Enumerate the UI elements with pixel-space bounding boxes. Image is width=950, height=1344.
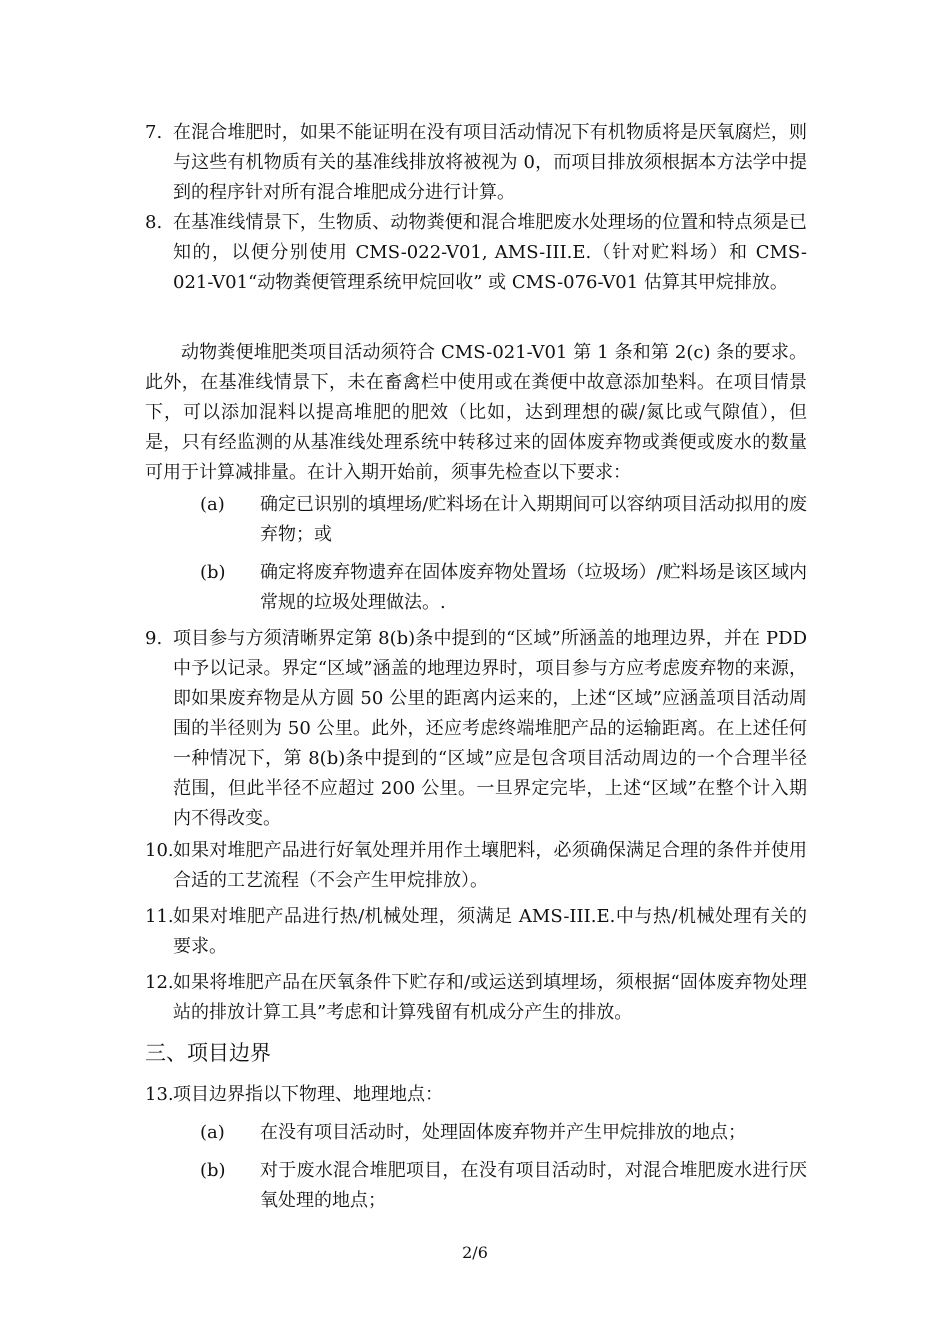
- boundary-sub-item-b: [200, 1156, 807, 1216]
- sub-item-a: [200, 490, 807, 550]
- item-text: 项目参与方须清晰界定第 8(b)条中提到的“区域”所涵盖的地理边界，并在 PDD 中予以记录。界定“区域”涵盖的地理边界时，项目参与方应考虑废弃物的来源，即如果废弃物是从方圆 50 公里的距离内运来的，上述“区域”应涵盖项目活动周围的半径则为 50 公里。此外，还应考虑终端堆肥产品的运输距离。在上述任何一种情况下，第 8(b)条中提到的“区域”应是包含项目活动周边的一个合理半径范围，但此半径不应超过 200 公里。一旦界定完毕，上述“区域”在整个计入期内不得改变。: [173, 628, 807, 829]
- list-item-7: [145, 118, 807, 208]
- list-item-8: [145, 208, 807, 298]
- item-text: 如果对堆肥产品进行好氧处理并用作土壤肥料，必须确保满足合理的条件并使用合适的工艺流程（不会产生甲烷排放）。: [173, 840, 807, 891]
- item-text: 项目边界指以下物理、地理地点：: [173, 1084, 443, 1105]
- list-item-13: [145, 1080, 807, 1110]
- item-text: 在基准线情景下，生物质、动物粪便和混合堆肥废水处理场的位置和特点须是已知的，以便分别使用 CMS-022-V01, AMS-III.E.（针对贮料场）和 CMS-021-V01“动物粪便管理系统甲烷回收” 或 CMS-076-V01 估算其甲烷排放。: [173, 212, 807, 293]
- item-number: 7.: [145, 122, 163, 143]
- sub-item-text: 对于废水混合堆肥项目，在没有项目活动时，对混合堆肥废水进行厌氧处理的地点；: [260, 1160, 807, 1211]
- list-item-10: [145, 836, 807, 896]
- page-number: 2/6: [462, 1243, 488, 1262]
- sub-item-label: (b): [200, 1160, 226, 1181]
- item-text: 如果对堆肥产品进行热/机械处理，须满足 AMS-III.E.中与热/机械处理有关的要求。: [173, 906, 807, 957]
- sub-item-label: (a): [200, 494, 225, 515]
- boundary-sub-item-a: [200, 1118, 807, 1148]
- item-number: 11.: [145, 906, 174, 927]
- sub-item-text: 在没有项目活动时，处理固体废弃物并产生甲烷排放的地点；: [260, 1122, 746, 1143]
- list-item-12: [145, 968, 807, 1028]
- section-heading: 三、项目边界: [145, 1041, 271, 1065]
- sub-item-label: (b): [200, 562, 226, 583]
- sub-item-b: [200, 558, 807, 618]
- list-item-11: [145, 902, 807, 962]
- item-text: 如果将堆肥产品在厌氧条件下贮存和/或运送到填埋场，须根据“固体废弃物处理站的排放计算工具”考虑和计算残留有机成分产生的排放。: [173, 972, 807, 1023]
- item-number: 10.: [145, 840, 174, 861]
- item-number: 8.: [145, 212, 163, 233]
- list-item-9: [145, 624, 807, 834]
- sub-item-text: 确定已识别的填埋场/贮料场在计入期期间可以容纳项目活动拟用的废弃物；或: [260, 494, 807, 545]
- item-number: 13.: [145, 1084, 174, 1105]
- sub-item-label: (a): [200, 1122, 225, 1143]
- sub-item-text: 确定将废弃物遗弃在固体废弃物处置场（垃圾场）/贮料场是该区域内常规的垃圾处理做法。.: [260, 562, 807, 613]
- item-text: 在混合堆肥时，如果不能证明在没有项目活动情况下有机物质将是厌氧腐烂，则与这些有机物质有关的基准线排放将被视为 0，而项目排放须根据本方法学中提到的程序针对所有混合堆肥成分进行计算。: [173, 122, 807, 203]
- body-paragraph: 动物粪便堆肥类项目活动须符合 CMS-021-V01 第 1 条和第 2(c) 条的要求。此外，在基准线情景下，未在畜禽栏中使用或在粪便中故意添加垫料。在项目情景下，可以添加混料以提高堆肥的肥效（比如，达到理想的碳/氮比或气隙值），但是，只有经监测的从基准线处理系统中转移过来的固体废弃物或粪便或废水的数量可用于计算减排量。在计入期开始前，须事先检查以下要求：: [145, 342, 807, 483]
- item-number: 12.: [145, 972, 174, 993]
- item-number: 9.: [145, 628, 163, 649]
